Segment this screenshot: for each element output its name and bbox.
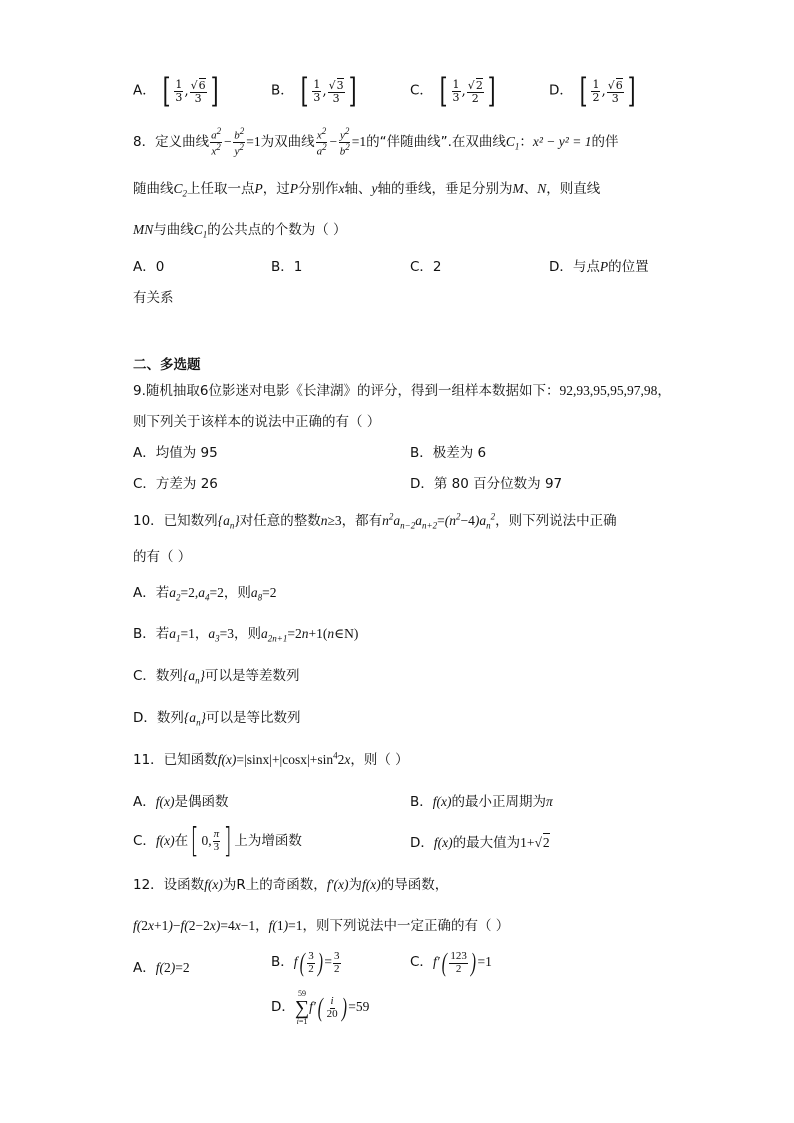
q7-option-a: A． [ $\frac{1}{3}$ , $\frac{√6}{3}$ ] [133, 71, 219, 111]
q12-option-a: A．f(2)=2 [133, 960, 190, 976]
q8-option-d: D．与点P的位置 [549, 259, 649, 275]
section-heading: 二、多选题 [133, 357, 201, 373]
q8-option-a: A．0 [133, 259, 165, 275]
q11-option-b: B．f(x)的最小正周期为π [410, 794, 553, 810]
q11-option-c: C．f(x)在 [ 0, $\frac{\pi}{3}$ ] 上为增函数 [133, 821, 302, 861]
q8-line-3: MN与曲线$C_1$的公共点的个数为（ ） [133, 222, 347, 240]
q9-option-b: B．极差为 6 [410, 445, 487, 461]
q12-option-c: C．f′ ( $\frac{123}{2}$ ) =1 [410, 948, 492, 977]
q12-option-d: D． 59 ∑ i=1 f′ ( $\frac{i}{20}$ ) =59 [271, 989, 370, 1026]
q12-option-b: B．f ( $\frac{3}{2}$ ) = $\frac{3}{2}$ [271, 948, 340, 977]
q9-option-c: C．方差为 26 [133, 476, 218, 492]
q10-option-b: B．若$a_1=1$，$a_3=3$，则$a_{2n+1}=2n+1(n\in N)$ [133, 626, 359, 644]
q7-option-c: C． [ $\frac{1}{3}$ , $\frac{√2}{2}$ ] [410, 71, 496, 111]
q8-option-c: C．2 [410, 259, 442, 275]
q8-line-2: 随曲线$C_2$上任取一点P，过P分别作x轴、y轴的垂线，垂足分别为M、N，则直线 [133, 181, 601, 199]
q11-option-a: A．f(x)是偶函数 [133, 794, 229, 810]
q10-option-c: C．数列$\{a_n\}$可以是等差数列 [133, 668, 300, 686]
q11-option-d: D．f(x)的最大值为1+√2 [410, 835, 550, 851]
q7-option-b: B． [ $\frac{1}{3}$ , $\frac{√3}{3}$ ] [271, 71, 357, 111]
q8-line-1: 8．定义曲线 $\frac{a^2}{x^2}$ − $\frac{b^2}{y^2}$ =1为双曲线 $\frac{x^2}{a^2}$ − $\frac{y^2}{b^2}$ =1的“伴随曲线”.在双曲线$C_1$：x² − y² = 1的伴 [133, 126, 619, 158]
q10-line-1: 10．已知数列$\{a_n\}$对任意的整数n≥3，都有$n^2a_{n-2}a_{n+2}=(n^2-4)a_n^2$，则下列说法中正确 [133, 511, 617, 531]
q10-option-a: A．若$a_2=2,a_4=2$，则$a_8=2$ [133, 585, 277, 603]
q9-option-d: D．第 80 百分位数为 97 [410, 476, 563, 492]
q12-line-1: 12．设函数f(x)为R上的奇函数，f′(x)为f(x)的导函数， [133, 877, 449, 893]
q8-option-d-cont: 有关系 [133, 290, 174, 306]
q12-line-2: f(2x+1)−f(2−2x)=4x−1，f(1)=1，则下列说法中一定正确的有（ ） [133, 918, 510, 934]
q9-line-2: 则下列关于该样本的说法中正确的有（ ） [133, 414, 381, 430]
q11-line-1: 11．已知函数$f(x)=|\sin x|+|\cos x|+\sin^42x$，则（ ） [133, 750, 409, 768]
q7-option-d: D． [ $\frac{1}{2}$ , $\frac{√6}{3}$ ] [549, 71, 636, 111]
q9-line-1: 9.随机抽取6位影迷对电影《长津湖》的评分，得到一组样本数据如下：92,93,95,95,97,98， [133, 383, 671, 399]
q10-line-2: 的有（ ） [133, 549, 192, 565]
q8-option-b: B．1 [271, 259, 303, 275]
q10-option-d: D．数列$\{a_n\}$可以是等比数列 [133, 710, 301, 728]
q9-option-a: A．均值为 95 [133, 445, 218, 461]
